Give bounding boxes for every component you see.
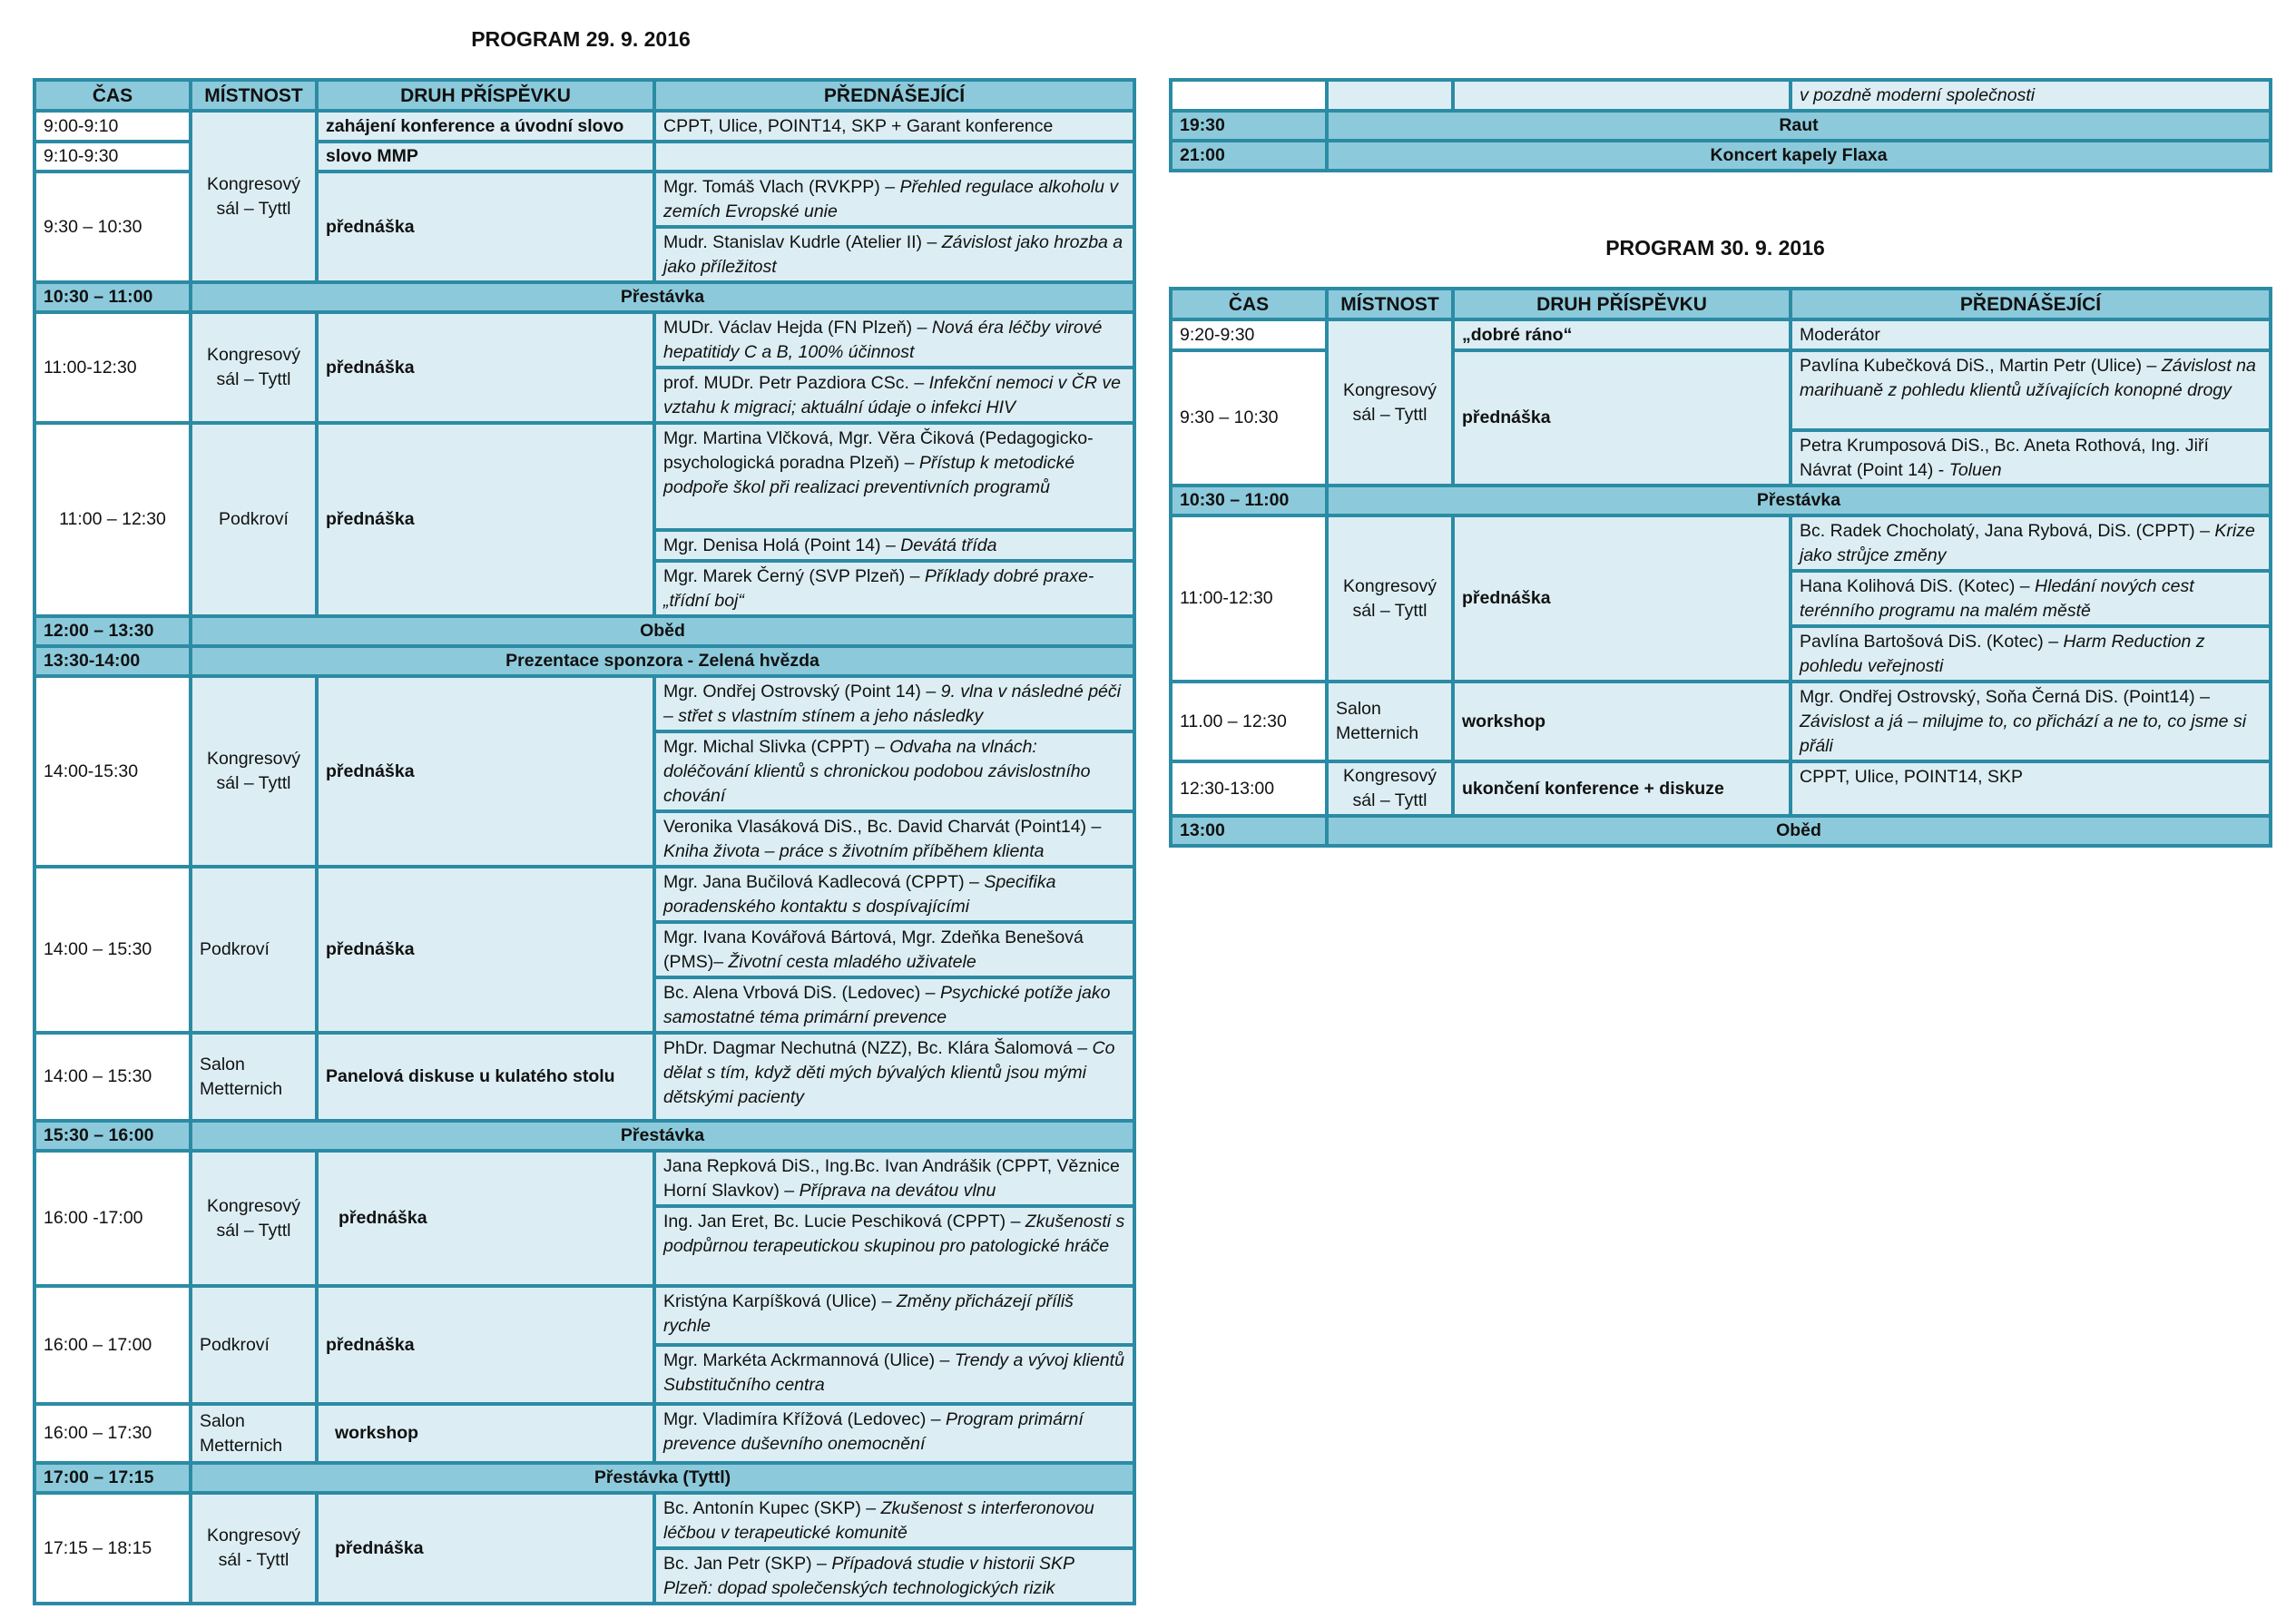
type-cell: přednáška — [317, 1151, 654, 1286]
speaker-name: MUDr. Václav Hejda (FN Plzeň) – — [663, 318, 932, 338]
talk-title: Přehled regulace alkoholu v zemích Evropské unie — [663, 177, 1119, 221]
talk-title: – Co dělat s tím, když děti mých bývalých klientů jsou mými dětskými pacienty — [663, 1038, 1115, 1107]
speaker-name: Mgr. Ivana Kovářová Bártová, Mgr. Zdeňka Benešová (PMS)– — [663, 927, 1084, 972]
time-cell: 16:00 – 17:30 — [34, 1404, 191, 1463]
type-cell: workshop — [317, 1404, 654, 1463]
room-cell: Kongresový sál – Tyttl — [1327, 761, 1453, 816]
speaker-cell — [654, 172, 1134, 227]
talk-title: Infekční nemoci v ČR ve vztahu k migraci; aktuální údaje o infekci HIV — [663, 373, 1121, 417]
room-cell: Podkroví — [191, 867, 317, 1033]
time-cell: 10:30 – 11:00 — [34, 282, 191, 312]
time-cell: 9:10-9:30 — [34, 142, 191, 172]
col-header-type: DRUH PŘÍSPĚVKU — [1453, 289, 1791, 319]
type-cell: přednáška — [1453, 350, 1791, 486]
talk-title: Příklady dobré praxe- „třídní boj“ — [663, 566, 1094, 611]
speaker-cell — [654, 867, 1134, 922]
talk-title: Specifika poradenského kontaktu s dospívajícími — [663, 872, 1056, 917]
time-cell: 12:30-13:00 — [1171, 761, 1327, 816]
time-cell: 17:15 – 18:15 — [34, 1493, 191, 1604]
type-cell: přednáška — [317, 1493, 654, 1604]
speaker-cell: CPPT, Ulice, POINT14, SKP — [1791, 761, 2271, 816]
speaker-name: Mgr. Markéta Ackrmannová (Ulice) – — [663, 1350, 955, 1370]
speaker-cell: Moderátor — [1791, 319, 2271, 350]
speaker-cell — [1791, 626, 2271, 682]
time-cell: 11:00-12:30 — [34, 312, 191, 423]
speaker-cell — [654, 227, 1134, 282]
speaker-name: Bc. Radek Chocholatý, Jana Rybová, DiS. (CPPT) — [1800, 521, 2201, 541]
speaker-cell — [654, 1404, 1134, 1463]
break-row: Oběd — [191, 616, 1134, 646]
time-cell: 9:00-9:10 — [34, 111, 191, 142]
room-cell: Podkroví — [191, 1286, 317, 1404]
speaker-name: prof. MUDr. Petr Pazdiora CSc. – — [663, 373, 929, 393]
speaker-name: Petra Krumposová DiS., Bc. Aneta Rothová, Ing. Jiří Návrat (Point 14) - — [1800, 436, 2209, 480]
speaker-name: Pavlína Kubečková DiS., Martin Petr (Ulice) – — [1800, 356, 2162, 376]
col-header-speaker: PŘEDNÁŠEJÍCÍ — [654, 80, 1134, 111]
speaker-name: Mgr. Vladimíra Křížová (Ledovec) – — [663, 1409, 947, 1429]
speaker-name: Mgr. Tomáš Vlach (RVKPP) – — [663, 177, 900, 197]
time-cell: 13:30-14:00 — [34, 646, 191, 676]
speaker-name: Mgr. Ondřej Ostrovský (Point 14) – — [663, 682, 941, 702]
speaker-cell — [654, 1286, 1134, 1345]
talk-title: Odvaha na vlnách: doléčování klientů s chronickou podobou závislostního chování — [663, 737, 1091, 806]
speaker-cell — [1791, 350, 2271, 430]
break-row: Přestávka (Tyttl) — [191, 1463, 1134, 1493]
talk-title: Program primární prevence duševního onemocnění — [663, 1409, 1084, 1454]
speaker-continuation: v pozdně moderní společnosti — [1791, 80, 2271, 111]
time-cell: 13:00 — [1171, 816, 1327, 846]
type-cell: workshop — [1453, 682, 1791, 761]
day2-title: PROGRAM 30. 9. 2016 — [1605, 236, 1825, 260]
speaker-name: Jana Repková DiS., Ing.Bc. Ivan Andrášik (CPPT, Věznice Horní Slavkov) – — [663, 1156, 1120, 1201]
col-header-time: ČAS — [34, 80, 191, 111]
talk-title: Harm Reduction z pohledu veřejnosti — [1800, 632, 2205, 676]
room-cell: Kongresový sál - Tyttl — [191, 1493, 317, 1604]
col-header-room: MÍSTNOST — [1327, 289, 1453, 319]
time-cell: 9:30 – 10:30 — [34, 172, 191, 282]
speaker-name: Kristýna Karpíšková (Ulice) – — [663, 1291, 897, 1311]
talk-title: Devátá třída — [900, 535, 997, 555]
type-cell: „dobré ráno“ — [1453, 319, 1791, 350]
break-row: Prezentace sponzora - Zelená hvězda — [191, 646, 1134, 676]
speaker-cell — [654, 312, 1134, 368]
talk-title: Závislost jako hrozba a jako příležitost — [663, 232, 1123, 277]
speaker-cell — [654, 1206, 1134, 1286]
talk-title: Psychické potíže jako samostatné téma primární prevence — [663, 983, 1111, 1027]
room-cell: Kongresový sál – Tyttl — [191, 312, 317, 423]
room-cell: Kongresový sál – Tyttl — [191, 111, 317, 282]
col-header-type: DRUH PŘÍSPĚVKU — [317, 80, 654, 111]
speaker-name: Bc. Jan Petr (SKP) – — [663, 1554, 832, 1574]
talk-title: Životní cesta mladého uživatele — [728, 952, 976, 972]
time-cell: 21:00 — [1171, 141, 1327, 171]
speaker-cell — [654, 731, 1134, 811]
speaker-name: PhDr. Dagmar Nechutná (NZZ), Bc. Klára Šalomová — [663, 1038, 1078, 1058]
speaker-name: Veronika Vlasáková DiS., Bc. David Charvát (Point14) – — [663, 817, 1102, 837]
type-cell: přednáška — [317, 676, 654, 867]
speaker-cell — [654, 1493, 1134, 1548]
talk-title: Toluen — [1948, 460, 2002, 480]
speaker-cell — [654, 368, 1134, 423]
time-cell: 11.00 – 12:30 — [1171, 682, 1327, 761]
col-header-time: ČAS — [1171, 289, 1327, 319]
room-cell: Kongresový sál – Tyttl — [1327, 319, 1453, 486]
type-cell: Panelová diskuse u kulatého stolu — [317, 1033, 654, 1121]
type-cell: zahájení konference a úvodní slovo — [317, 111, 654, 142]
speaker-name: Bc. Alena Vrbová DiS. (Ledovec) – — [663, 983, 940, 1003]
type-cell: přednáška — [317, 312, 654, 423]
talk-title: Kniha života – práce s životním příběhem klienta — [663, 841, 1045, 861]
type-cell: přednáška — [317, 867, 654, 1033]
type-cell: slovo MMP — [317, 142, 654, 172]
break-row: Přestávka — [1327, 486, 2271, 515]
speaker-cell — [654, 423, 1134, 530]
time-cell: 9:20-9:30 — [1171, 319, 1327, 350]
type-cell: přednáška — [317, 423, 654, 616]
day2-table — [1169, 287, 2272, 848]
empty-cell — [1327, 80, 1453, 111]
speaker-cell — [1791, 682, 2271, 761]
talk-title: Příprava na devátou vlnu — [799, 1181, 996, 1201]
speaker-cell — [654, 530, 1134, 561]
speaker-cell — [1791, 515, 2271, 571]
time-cell: 10:30 – 11:00 — [1171, 486, 1327, 515]
time-cell: 15:30 – 16:00 — [34, 1121, 191, 1151]
speaker-cell — [654, 676, 1134, 731]
time-cell: 16:00 – 17:00 — [34, 1286, 191, 1404]
speaker-name: Pavlína Bartošová DiS. (Kotec) – — [1800, 632, 2064, 652]
time-cell: 14:00 – 15:30 — [34, 1033, 191, 1121]
type-cell: ukončení konference + diskuze — [1453, 761, 1791, 816]
room-cell: Salon Metternich — [191, 1404, 317, 1463]
talk-title: Zkušenosti s podpůrnou terapeutickou skupinou pro patologické hráče — [663, 1212, 1125, 1256]
talk-title: Závislost na marihuaně z pohledu klientů užívajících konopné drogy — [1800, 356, 2256, 400]
event-row-raut: Raut — [1327, 111, 2271, 141]
break-row: Přestávka — [191, 282, 1134, 312]
day1-continuation-table — [1169, 78, 2272, 172]
speaker-cell — [654, 561, 1134, 616]
type-cell: přednáška — [317, 1286, 654, 1404]
speaker-name: Mgr. Ondřej Ostrovský, Soňa Černá DiS. (Point14) – — [1800, 687, 2210, 707]
speaker-name: Mudr. Stanislav Kudrle (Atelier II) – — [663, 232, 942, 252]
speaker-cell — [654, 811, 1134, 867]
talk-title: Hledání nových cest terénního programu na malém městě — [1800, 576, 2194, 621]
talk-title: Závislost a já – milujme to, co přichází a ne to, co jsme si přáli — [1800, 711, 2247, 756]
talk-title: 9. vlna v následné péči – střet s vlastním stínem a jeho následky — [663, 682, 1121, 726]
speaker-name: Mgr. Jana Bučilová Kadlecová (CPPT) – — [663, 872, 985, 892]
time-cell: 11:00-12:30 — [1171, 515, 1327, 682]
type-cell: přednáška — [1453, 515, 1791, 682]
speaker-cell — [1791, 430, 2271, 486]
room-cell: Kongresový sál – Tyttl — [191, 676, 317, 867]
day1-title: PROGRAM 29. 9. 2016 — [471, 27, 691, 51]
type-cell: přednáška — [317, 172, 654, 282]
speaker-cell — [654, 922, 1134, 977]
speaker-name: Mgr. Denisa Holá (Point 14) – — [663, 535, 901, 555]
day1-table — [33, 78, 1136, 1605]
speaker-cell — [654, 1548, 1134, 1604]
room-cell: Kongresový sál – Tyttl — [1327, 515, 1453, 682]
speaker-cell — [654, 1151, 1134, 1206]
room-cell: Salon Metternich — [191, 1033, 317, 1121]
col-header-room: MÍSTNOST — [191, 80, 317, 111]
speaker-name: Mgr. Michal Slivka (CPPT) – — [663, 737, 890, 757]
talk-title: Přístup k metodické podpoře škol při realizaci preventivních programů — [663, 453, 1075, 497]
room-cell: Kongresový sál – Tyttl — [191, 1151, 317, 1286]
time-cell: 16:00 -17:00 — [34, 1151, 191, 1286]
speaker-cell — [654, 142, 1134, 172]
time-cell: 11:00 – 12:30 — [34, 423, 191, 616]
talk-title: – Krize jako strůjce změny — [1800, 521, 2255, 565]
talk-title: Nová éra léčby virové hepatitidy C a B, 100% účinnost — [663, 318, 1103, 362]
time-cell: 17:00 – 17:15 — [34, 1463, 191, 1493]
speaker-name: Bc. Antonín Kupec (SKP) – — [663, 1498, 881, 1518]
room-cell: Salon Metternich — [1327, 682, 1453, 761]
talk-title: Zkušenost s interferonovou léčbou v terapeutické komunitě — [663, 1498, 1094, 1543]
time-cell: 19:30 — [1171, 111, 1327, 141]
break-row: Přestávka — [191, 1121, 1134, 1151]
speaker-name: Mgr. Martina Vlčková, Mgr. Věra Čiková (Pedagogicko-psychologická poradna Plzeň) – — [663, 428, 1094, 473]
speaker-cell — [654, 977, 1134, 1033]
time-cell: 12:00 – 13:30 — [34, 616, 191, 646]
talk-title: Změny přicházejí příliš rychle — [663, 1291, 1074, 1336]
speaker-cell — [654, 1345, 1134, 1404]
talk-title: Případová studie v historii SKP Plzeň: dopad společenských technologických rizik — [663, 1554, 1074, 1598]
empty-cell — [1171, 80, 1327, 111]
speaker-name: Ing. Jan Eret, Bc. Lucie Peschiková (CPPT) – — [663, 1212, 1025, 1231]
break-row: Oběd — [1327, 816, 2271, 846]
speaker-name: Mgr. Marek Černý (SVP Plzeň) – — [663, 566, 925, 586]
time-cell: 14:00 – 15:30 — [34, 867, 191, 1033]
room-cell: Podkroví — [191, 423, 317, 616]
empty-cell — [1453, 80, 1791, 111]
time-cell: 9:30 – 10:30 — [1171, 350, 1327, 486]
speaker-cell — [1791, 571, 2271, 626]
time-cell: 14:00-15:30 — [34, 676, 191, 867]
talk-title: Trendy a vývoj klientů Substitučního centra — [663, 1350, 1124, 1395]
col-header-speaker: PŘEDNÁŠEJÍCÍ — [1791, 289, 2271, 319]
speaker-cell — [654, 1033, 1134, 1121]
speaker-cell: CPPT, Ulice, POINT14, SKP + Garant konference — [654, 111, 1134, 142]
event-row-concert: Koncert kapely Flaxa — [1327, 141, 2271, 171]
speaker-name: Hana Kolihová DiS. (Kotec) – — [1800, 576, 2036, 596]
